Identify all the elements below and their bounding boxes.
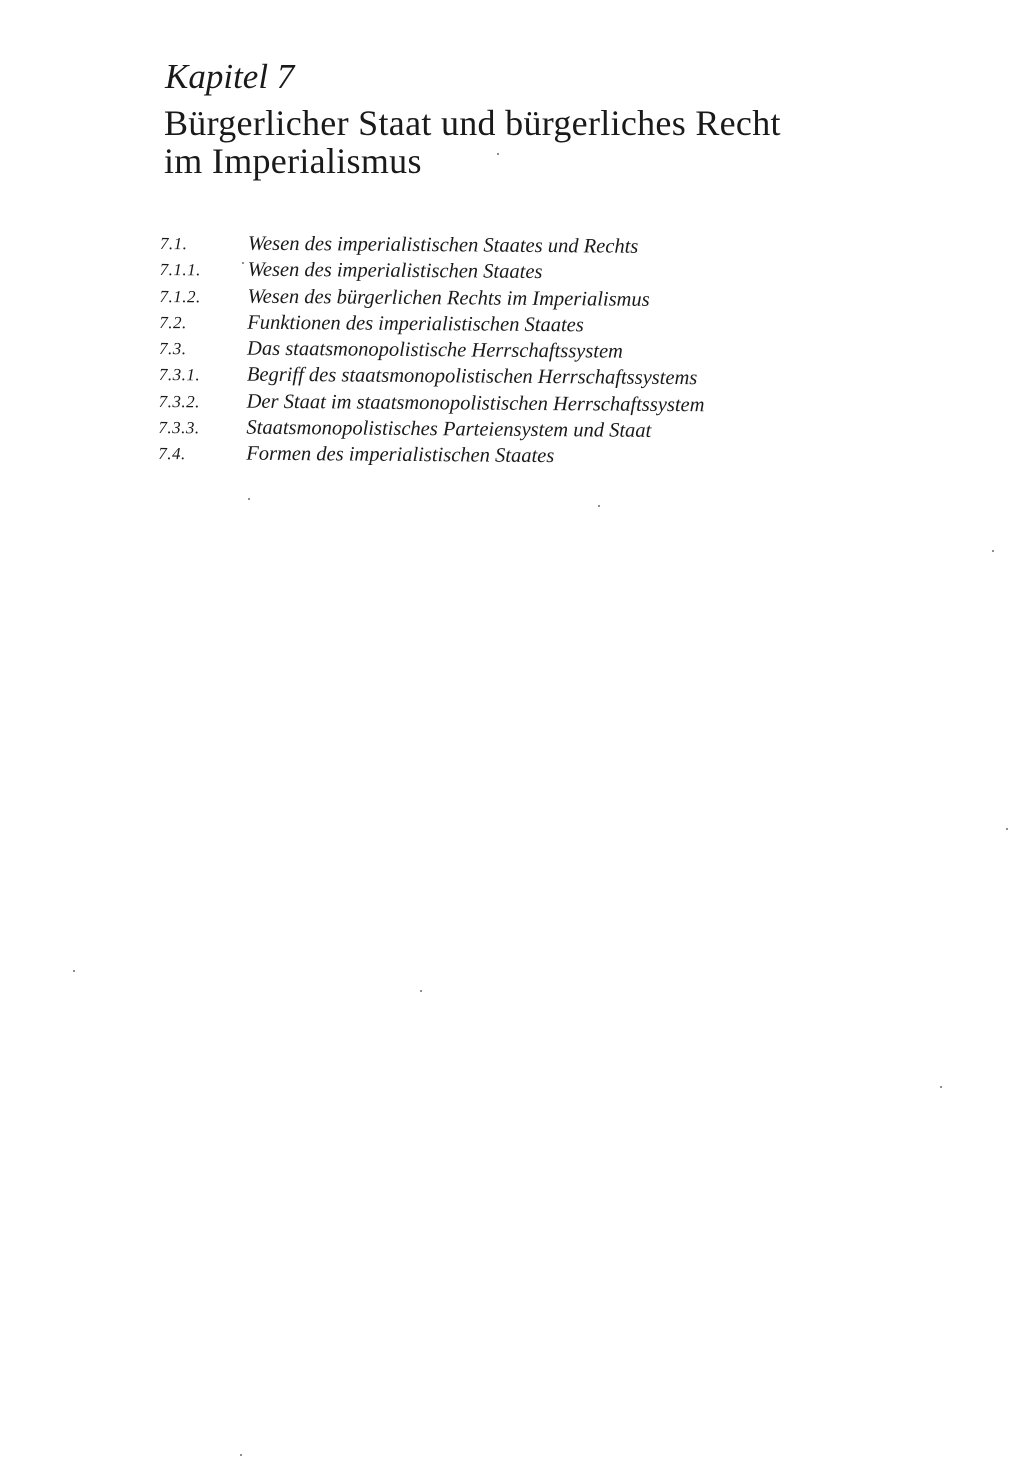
toc-entry [158,442,858,474]
toc-entry-number: 7.3.3. [158,418,200,438]
chapter-label: Kapitel 7 [165,57,295,96]
scan-speck [497,153,499,155]
scan-speck [420,990,422,992]
chapter-title [164,104,781,180]
toc-entry-number: 7.4. [158,444,186,464]
scan-speck [240,1454,242,1456]
chapter-title-line-2: im Imperialismus [164,141,422,181]
toc-entry-number: 7.1. [159,233,188,254]
scan-speck [598,505,600,507]
toc-entry-title: Wesen des imperialistischen Staates [247,258,543,284]
toc-entry-title: Formen des imperialistischen Staates [246,443,555,468]
toc-entry-title: Wesen des imperialistischen Staates und Rechts [247,232,639,258]
toc-entry-title: Begriff des staatsmonopolistischen Herrschaftssystems [246,364,698,390]
toc-entry-number: 7.1.2. [159,286,201,306]
toc-entry-number: 7.3.1. [158,365,201,385]
toc-entry-title: Funktionen des imperialistischen Staates [247,311,584,337]
scan-speck [242,262,244,264]
chapter-title-line-1: Bürgerlicher Staat und bürgerliches Recht [164,103,781,143]
toc-entry-number: 7.2. [159,312,187,333]
toc-entry-number: 7.1.1. [159,260,202,280]
toc-entry-title: Wesen des bürgerlichen Rechts im Imperialismus [247,285,650,311]
scan-speck [73,970,75,972]
toc-entry-title: Der Staat im staatsmonopolistischen Herrschaftssystem [246,390,705,417]
toc-entry-title: Das staatsmonopolistische Herrschaftssystem [246,337,623,363]
scan-speck [1006,828,1008,830]
toc-entry-number: 7.3. [159,339,187,359]
scan-speck [248,498,250,500]
toc-entry-title: Staatsmonopolistisches Parteiensystem und Staat [246,416,652,442]
scan-speck [940,1086,942,1088]
table-of-contents [158,232,860,474]
toc-entry-number: 7.3.2. [158,391,200,412]
scan-speck [992,550,994,552]
